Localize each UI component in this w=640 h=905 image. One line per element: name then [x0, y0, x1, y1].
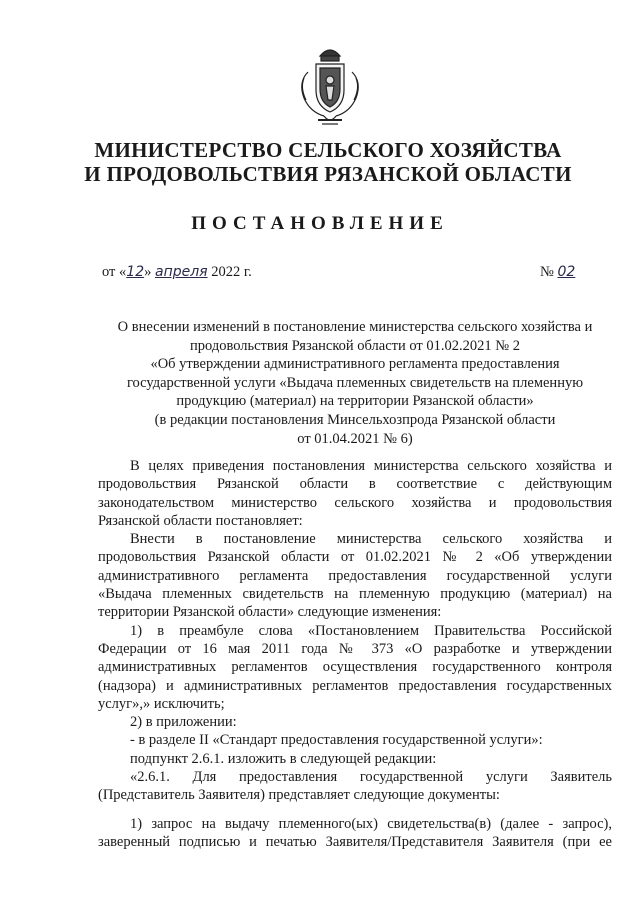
date-month: апреля	[154, 264, 208, 280]
body-line: территории Рязанской области» следующие изменения:	[98, 604, 442, 621]
body-line: - в разделе II «Стандарт предоставления государственной услуги»:	[130, 732, 543, 749]
ministry-name-line1: МИНИСТЕРСТВО СЕЛЬСКОГО ХОЗЯЙСТВА	[94, 138, 562, 162]
body-line: 1) запрос на выдачу племенного(ых) свидетельства(в) (далее - запрос),	[130, 815, 612, 832]
subject-line: продовольствия Рязанской области от 01.02.2021 № 2	[190, 337, 520, 354]
subject-line: от 01.04.2021 № 6)	[297, 430, 413, 447]
body-line: административного регламента предоставления государственной услуги	[98, 567, 612, 584]
subject-line: (в редакции постановления Минсельхозпрода Рязанской области	[154, 411, 556, 428]
body-line: законодательством министерство сельского хозяйства и продовольствия	[98, 494, 612, 511]
date-year: 2022 г.	[207, 264, 252, 280]
body-line: (Представитель Заявителя) представляет следующие документы:	[98, 787, 500, 804]
body-line: «Выдача племенных свидетельств на племенную продукцию (материал) на	[98, 586, 612, 603]
body-line: 1) в преамбуле слова «Постановлением Правительства Российской	[130, 622, 612, 639]
body-line: подпункт 2.6.1. изложить в следующей редакции:	[130, 750, 437, 767]
body-line: продовольствия Рязанской области в соответствие с действующим	[98, 476, 612, 493]
body-line: Рязанской области постановляет:	[98, 512, 303, 529]
body-line: Внести в постановление министерства сельского хозяйства и	[130, 531, 612, 548]
number-value: 02	[557, 264, 576, 280]
date-day: 12	[126, 264, 145, 280]
body-line: (надзора) и административных регламентов предоставления государственных	[98, 677, 612, 694]
body-line: 2) в приложении:	[130, 714, 237, 731]
subject-line: продукцию (материал) на территории Рязанской области»	[176, 393, 534, 410]
body-line: Федерации от 16 мая 2011 года № 373 «О разработке и утверждении	[98, 640, 612, 657]
document-body	[98, 457, 612, 851]
body-line: «2.6.1. Для предоставления государственной услуги Заявитель	[130, 769, 612, 786]
subject-line: государственной услуги «Выдача племенных свидетельств на племенную	[126, 374, 584, 391]
document-type-title: ПОСТАНОВЛЕНИЕ	[191, 213, 449, 234]
ministry-name-line2: И ПРОДОВОЛЬСТВИЯ РЯЗАНСКОЙ ОБЛАСТИ	[84, 162, 572, 186]
coat-of-arms-icon	[294, 42, 366, 130]
date-mid: »	[144, 264, 155, 280]
document-number	[540, 264, 575, 281]
number-prefix: №	[540, 264, 558, 280]
date-prefix: от «	[102, 264, 127, 280]
subject-line: «Об утверждении административного регламента предоставления	[150, 356, 560, 373]
body-line: услуг»,» исключить;	[98, 695, 225, 712]
document-date	[102, 264, 252, 281]
body-line: продовольствия Рязанской области от 01.02.2021 № 2 «Об утверждении	[98, 549, 612, 566]
body-line: административных регламентов осуществления государственного контроля	[98, 659, 612, 676]
document-subject	[98, 318, 612, 448]
subject-line: О внесении изменений в постановление министерства сельского хозяйства и	[117, 319, 593, 335]
paragraph-gap	[98, 805, 612, 815]
body-line: заверенный подписью и печатью Заявителя/Представителя Заявителя (при ее	[98, 833, 612, 850]
body-line: В целях приведения постановления министерства сельского хозяйства и	[130, 458, 612, 474]
